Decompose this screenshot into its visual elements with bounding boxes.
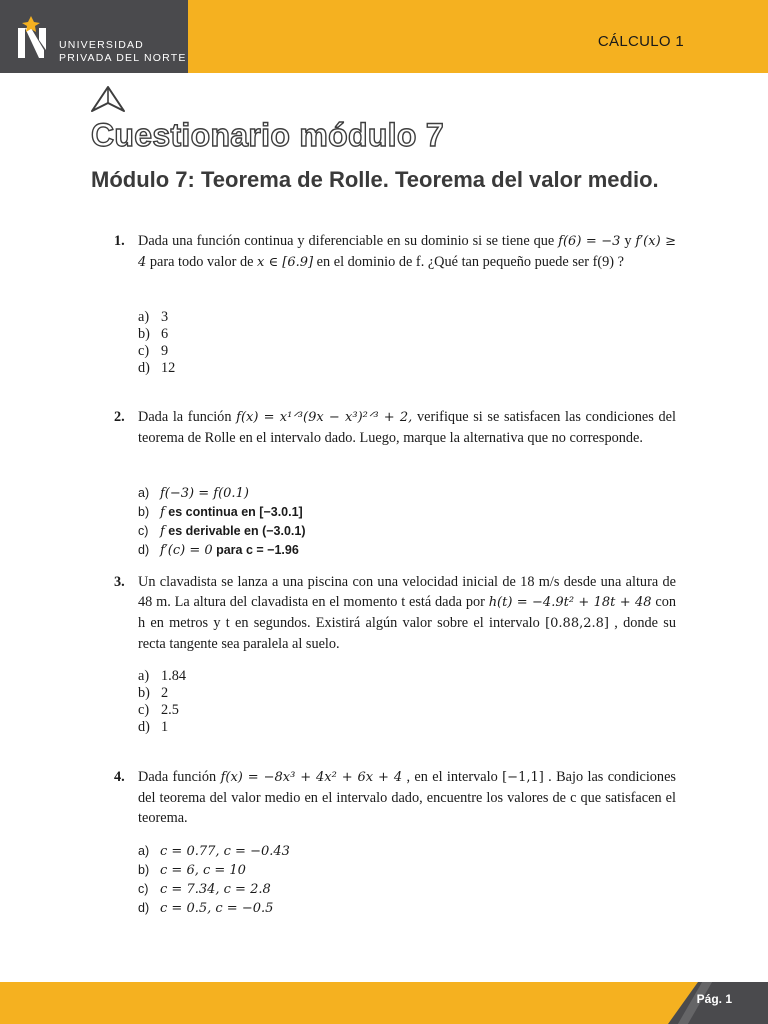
logo-line-2: PRIVADA DEL NORTE [59, 51, 187, 64]
course-name: CÁLCULO 1 [597, 33, 684, 50]
math-expression: [0.88,2.8] [545, 616, 609, 631]
question-2 [114, 407, 676, 448]
question-4-options [138, 842, 290, 918]
question-number: 3. [114, 574, 125, 590]
option-c[interactable]: c) f es derivable en (−3.0.1) [138, 524, 306, 539]
math-expression: [−1,1] [502, 770, 544, 785]
option-a[interactable]: a) c = 0.77, c = −0.43 [138, 844, 290, 859]
page-number: Pág. 1 [696, 992, 732, 1006]
question-4 [114, 767, 676, 828]
question-1-options [138, 309, 175, 377]
option-c[interactable]: c) 2.5 [138, 702, 179, 718]
option-a[interactable]: a) f(−3) = f(0.1) [138, 486, 249, 501]
option-b[interactable]: b) f es continua en [−3.0.1] [138, 505, 303, 520]
page-footer [0, 982, 768, 1024]
university-name [59, 39, 187, 64]
math-expression: f(6) = −3 [558, 234, 621, 249]
option-a[interactable]: a) 3 [138, 309, 169, 325]
question-2-options [138, 484, 306, 560]
math-expression: f′(x) ≥ 4 [138, 234, 677, 270]
option-b[interactable]: b) 6 [138, 326, 169, 342]
option-d[interactable]: d) f′(c) = 0 para c = −1.96 [138, 543, 299, 558]
option-d[interactable]: d) 12 [138, 360, 176, 376]
question-text: Dada función f(x) = −8x³ + 4x² + 6x + 4 , en el intervalo [−1,1] . Bajo las condiciones del teorema del valor medio en el intervalo dado, encuentre los valores de c que satisfacen el teorema. [138, 769, 676, 826]
option-b[interactable]: b) c = 6, c = 10 [138, 863, 246, 878]
question-text: Un clavadista se lanza a una piscina con una velocidad inicial de 18 m/s desde una altura de 48 m. La altura del clavadista en el momento t está dada por h(t) = −4.9t² + 18t + 48 con h en metros y t en segundos. Existirá algún valor sobre el intervalo [0.88,2.8] , donde su recta tangente sea paralela al suelo. [138, 574, 677, 652]
math-expression: f(x) = −8x³ + 4x² + 6x + 4 [220, 770, 403, 785]
option-a[interactable]: a) 1.84 [138, 668, 187, 684]
page-header [0, 0, 768, 73]
upn-logo-icon [14, 14, 50, 62]
question-1 [114, 231, 676, 273]
question-number: 1. [114, 233, 125, 249]
module-subtitle: Módulo 7: Teorema de Rolle. Teorema del valor medio. [91, 167, 659, 192]
option-c[interactable]: c) c = 7.34, c = 2.8 [138, 882, 271, 897]
logo-line-1: UNIVERSIDAD [59, 39, 144, 51]
option-c[interactable]: c) 9 [138, 343, 169, 359]
question-text: Dada una función continua y diferenciable en su dominio si se tiene que f(6) = −3 y f′(x) ≥ 4 para todo valor de x ∈ [6.9] en el dominio de f. ¿Qué tan pequeño puede ser f(9) ? [138, 233, 677, 270]
math-expression: f(x) = x¹ᐟ³(9x − x³)²ᐟ³ + 2, [236, 410, 413, 425]
university-logo [0, 0, 188, 73]
question-number: 4. [114, 769, 125, 785]
question-number: 2. [114, 409, 125, 425]
question-3 [114, 572, 676, 654]
math-expression: x ∈ [6.9] [257, 255, 314, 270]
question-text: Dada la función f(x) = x¹ᐟ³(9x − x³)²ᐟ³ + 2, verifique si se satisfacen las condiciones del teorema de Rolle en el intervalo dado. Luego, marque la alternativa que no corresponde. [138, 409, 676, 446]
question-3-options [138, 668, 186, 736]
page-title: Cuestionario módulo 7 [91, 117, 444, 153]
option-d[interactable]: d) c = 0.5, c = −0.5 [138, 901, 274, 916]
option-b[interactable]: b) 2 [138, 685, 169, 701]
arrow-icon [90, 85, 126, 115]
option-d[interactable]: d) 1 [138, 719, 169, 735]
math-expression: h(t) = −4.9t² + 18t + 48 [488, 595, 652, 610]
